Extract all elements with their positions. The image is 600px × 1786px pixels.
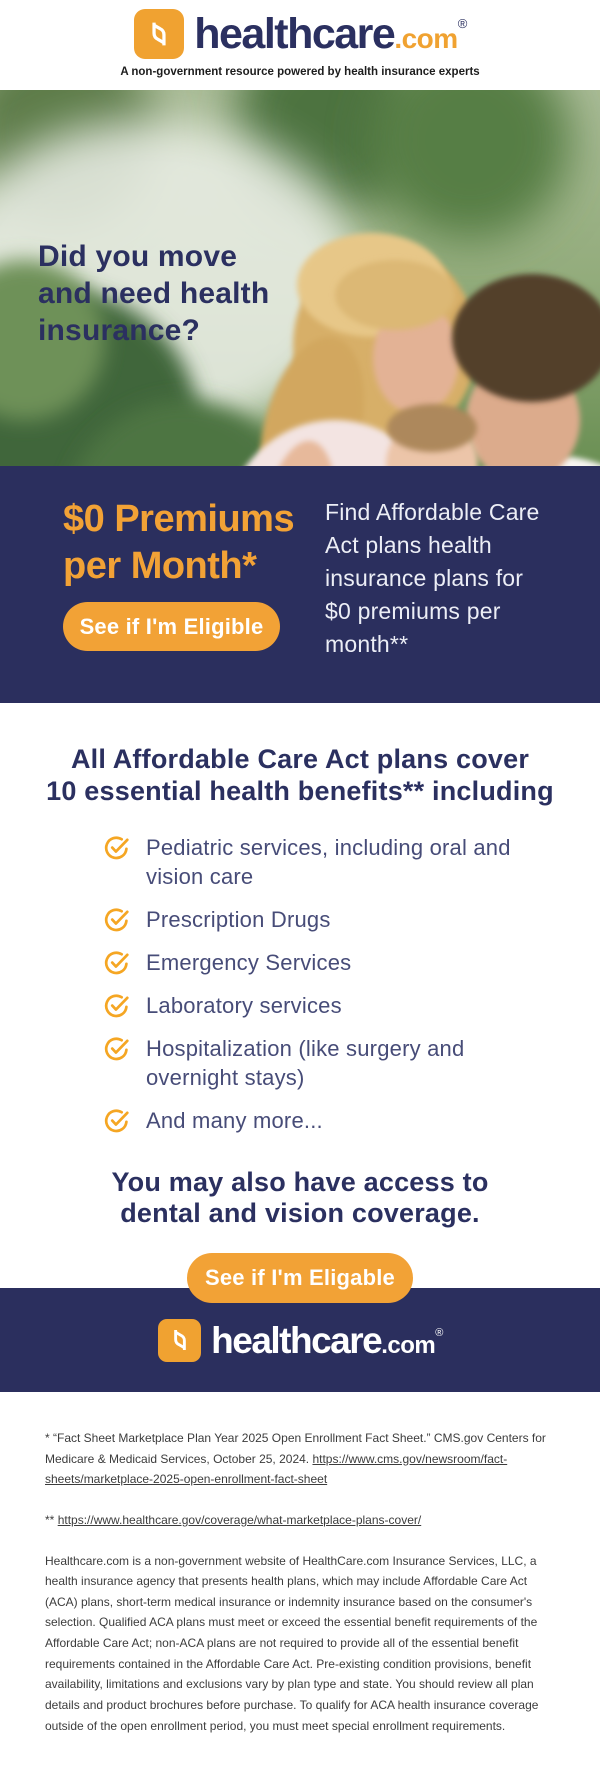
check-circle-icon — [103, 949, 130, 976]
benefit-text: Laboratory services — [146, 993, 342, 1018]
list-item — [103, 905, 530, 934]
list-item — [103, 833, 530, 891]
offer-section — [0, 466, 600, 703]
offer-headline-line1: $0 Premiums — [63, 498, 295, 540]
brand-suffix: .com — [394, 22, 458, 54]
benefits-heading — [0, 743, 600, 807]
check-circle-icon — [103, 1035, 130, 1062]
offer-description: Find Affordable Care Act plans health insurance plans for $0 premiums per month** — [325, 499, 540, 657]
hero-image — [0, 90, 600, 466]
footnote-1 — [45, 1428, 555, 1490]
benefit-text: Pediatric services, including oral and vision care — [146, 835, 511, 889]
list-item — [103, 1106, 530, 1135]
footer-brand-logo — [158, 1319, 442, 1362]
registered-mark: ® — [435, 1326, 442, 1339]
benefit-list — [0, 833, 600, 1135]
brand-wordmark — [194, 9, 466, 58]
footnote-2 — [45, 1510, 555, 1531]
registered-mark: ® — [457, 15, 466, 31]
brand-tagline: A non-government resource powered by health insurance experts — [120, 66, 480, 78]
disclaimer-paragraph: Healthcare.com is a non-government website of HealthCare.com Insurance Services, LLC, a health insurance agency that presents health plans, which may include Affordable Care Act (ACA) plans, short-term medical insurance or indemnity insurance based on the consumer's selection. Qualified ACA plans must meet or exceed the essential benefit requirements of the Affordable Care Act; non-ACA plans are not required to provide all of the essential benefit requirements contained in the Affordable Care Act. Pre-existing condition provisions, benefit availability, limitations and exclusions vary by plan type and state. You should review all plan details and product brochures before purchase. To qualify for ACA health insurance coverage outside of the open enrollment period, you must meet special enrollment requirements. — [45, 1553, 539, 1733]
healthcare-logo-icon — [134, 9, 184, 59]
legal-section — [0, 1392, 600, 1786]
see-if-eligable-button[interactable]: See if I'm Eligable — [187, 1253, 413, 1303]
offer-headline-line2: per Month* — [63, 545, 257, 587]
list-item — [103, 1034, 530, 1092]
benefits-heading-line1: All Affordable Care Act plans cover — [70, 744, 530, 774]
footer — [0, 1288, 600, 1392]
header — [0, 0, 600, 90]
logo-h-glyph — [142, 17, 176, 51]
cms-fact-sheet-link[interactable]: https://www.cms.gov/newsroom/fact-sheets/marketplace-2025-open-enrollment-fact-sheet — [45, 1451, 508, 1487]
benefit-text: Emergency Services — [146, 950, 352, 975]
benefits-section — [0, 703, 600, 1288]
healthcare-logo-icon — [158, 1319, 201, 1362]
brand-name: healthcare — [211, 1319, 382, 1361]
brand-suffix: .com — [381, 1331, 436, 1359]
hero-headline — [38, 238, 269, 349]
dental-vision-subheading: You may also have access to dental and vision coverage. — [111, 1167, 489, 1228]
offer-headline — [63, 496, 294, 590]
check-circle-icon — [103, 834, 130, 861]
benefit-text: And many more... — [146, 1108, 323, 1133]
list-item — [103, 948, 530, 977]
brand-logo — [134, 9, 466, 59]
benefit-text: Hospitalization (like surgery and overnight stays) — [146, 1036, 465, 1090]
footnote-2-text: ** — [45, 1512, 58, 1527]
benefits-heading-line2: 10 essential health benefits** including — [46, 776, 554, 806]
hero-headline-line3: insurance? — [38, 314, 201, 347]
footnote-1-text: * “Fact Sheet Marketplace Plan Year 2025 Open Enrollment Fact Sheet.” CMS.gov Centers for Medicare & Medicaid Services, October 25, 2024. — [45, 1431, 546, 1466]
footer-brand-wordmark — [211, 1319, 442, 1361]
healthcare-gov-link[interactable]: https://www.healthcare.gov/coverage/what-marketplace-plans-cover/ — [57, 1512, 422, 1527]
brand-name: healthcare — [194, 9, 395, 58]
hero-headline-line1: Did you move — [38, 240, 238, 273]
see-if-eligible-button[interactable]: See if I'm Eligible — [63, 602, 280, 651]
benefit-text: Prescription Drugs — [146, 907, 331, 932]
check-circle-icon — [103, 992, 130, 1019]
logo-h-glyph — [165, 1325, 195, 1355]
list-item — [103, 991, 530, 1020]
check-circle-icon — [103, 906, 130, 933]
check-circle-icon — [103, 1107, 130, 1134]
hero-headline-line2: and need health — [38, 277, 270, 310]
